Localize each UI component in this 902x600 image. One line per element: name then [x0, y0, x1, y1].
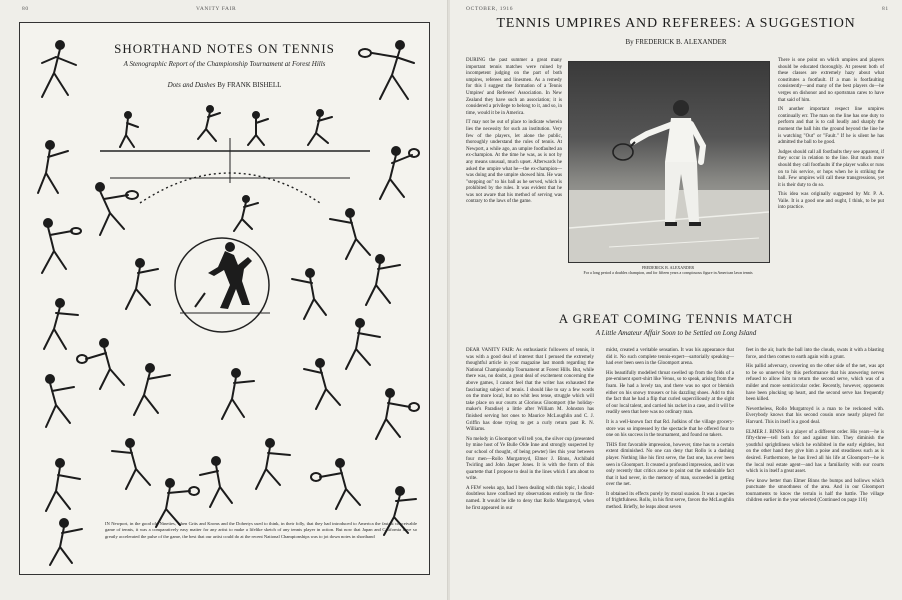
article1-para-5: Judges should call all footfaults they see apparent, if they occur in relation to the line. But much more should they call footfaults if the player walks or runs on to his service, or hops when he is striking the ball. Few umpires will call these transgressions, yet it is their duty to do so.: [778, 149, 884, 188]
article1-column-3: [778, 58, 884, 215]
article1-para-2: IT may not be out of place to indicate wherein lies the necessity for such an institution. Very few of the players, let alone the public, thoroughly understand the rules of tennis. At Newport, a while ago, an umpire footfaulted an ex-champion. At the time he was, as is not by any means unusual, much upset. Afterwards he asked the umpire what he—the ex-champion—was doing and the umpire showed him. He was "stepping on" to his ball as he served, which is prohibited by the rules. It was evident that he was not aware that his method of serving was contrary to the laws of the game.: [466, 120, 562, 205]
left-article-subtitle: A Stenographic Report of the Championship Tournament at Forest Hills: [123, 60, 326, 68]
article1-para-1: DURING the past summer a great many important tennis matches were ruined by incompetent judging on the part of both umpires, referees and linesmen. As a remedy for this I suggest the formation of a Tennis Umpires' and Referees' Association. In New Zealand they have such an association; it is considered a privilege to belong to it, and so, in time, would it be in America.: [466, 58, 562, 116]
article2-subtitle: A Little Amateur Affair Soon to be Settled on Long Island: [595, 329, 757, 337]
article-byline: By FREDERICK B. ALEXANDER: [625, 38, 727, 46]
article2-col2-para-4: THIS first favorable impression, however, time has to a certain extent diminished. No one can deny that Rollo is a dashing player. Nothing like his first serve, the fast one, has ever been seen in Gloomport. It created a profound impression, and it was only recently that critics arose to point out the undeniable fact that it had never, in the memory of man, succeeded in getting over the net.: [606, 442, 734, 488]
article2-col2-para-1: midst, created a veritable sensation. It was his appearance that did it. No such complete tennis-expert—sartorially speaking—had ever been seen in the Gloomport arena.: [606, 348, 734, 367]
article1-column-1: [466, 58, 562, 209]
illustration-caption: IN Newport, in the good old Nineties, when Grits and Kroms and the Dohertys used to think, in their folly, that they had introduced to America the fastest conceivable game of tennis, it was a comparatively easy matter for any artist to make a lifelike sketch of any tennis player in action. But now that Japan and California have so greatly accelerated the pulse of the game, the best that our artist could do at the recent National Championships was to jot down notes in shorthand: [105, 521, 417, 539]
article1-para-6: This idea was originally suggested by Mr. P. A. Vaile. It is a good one and ought, I think, to be put into practice.: [778, 192, 884, 211]
right-running-head: OCTOBER, 1916: [466, 6, 514, 12]
left-running-head: VANITY FAIR: [196, 6, 237, 12]
article2-col3-para-2: His pallid adversary, cowering on the other side of the net, was apt to be so unnerved by this performance that his answering nerves refused to allow him to return the second serve, which was of a milder and more semicircular order. Recently, however, opponents have been plucking up heart, and the second serve has frequently been killed.: [746, 364, 884, 403]
article2-col1-para-3: A FEW weeks ago, had I been dealing with this topic, I should doubtless have confined my observations entirely to the first-named. It would be idle to deny that Rollo Murgatroyd, when he first appeared in our: [466, 485, 594, 511]
article2-col1-para-1: DEAR VANITY FAIR: As enthusiastic followers of tennis, it was with a good deal of interest that I perused the extremely thoughtful article in your magazine last month regarding the National Championship Tournament at Forest Hills. But, while there was, no doubt, a great deal of excitement concerning the above games, I cannot feel that the writer has exhausted the fascinating subject of tennis. I should like to say a few words on the more local, but no whit less tense, struggle which will take place on our courts at Glorious Gloomport (the holiday-maker's Paradise) a little after William M. Johnston has finished serving hot ones to Maurice McLoughlin and C. J. Griffin has done trying to get a curly return past R. N. Williams.: [466, 348, 594, 433]
article2-col3-para-1: feet in the air, hurls the ball into the clouds, swats it with a blasting force, and then comes to earth again with a grunt.: [746, 348, 884, 360]
article1-para-3: There is one point on which umpires and players should be educated thoroughly. At present both of these classes are extremely hazy about what constitutes a footfault. If a man is footfaulting consistently—and many of the best players do—he verges on dishonor and no sportsman cares to have that said of him.: [778, 58, 884, 103]
photo-caption-name: FREDERICK B. ALEXANDER: [641, 265, 695, 270]
article2-col2-para-3: It is a well-known fact that Rd. Judkins of the village grocery-store was so impressed by the spectacle that he offered four to one on his success in the tournament, and found no takers.: [606, 419, 734, 439]
article2-column-2: [606, 348, 734, 515]
left-page: [0, 0, 448, 600]
left-article-title: SHORTHAND NOTES ON TENNIS: [114, 41, 335, 56]
article2-col1-para-2: No melody in Gloomport will tell you, the silver cup (presented by mine host of Ye Bulle Olde Inne and strongly suspected by our school of thought, of being pewter) lies this year between four men—Rollo Murgatroyd, Elmer J. Binns, Archibald Twirling and John Jasper Jones. It is with the form of this quartette that I propose to deal in the lines which I am about to write.: [466, 436, 594, 482]
tennis-player-figure: [569, 62, 769, 262]
photo-caption-text: For a long period a doubles champion, and for fifteen years a conspicuous figure in American lawn tennis: [583, 270, 753, 275]
photo-caption: [568, 265, 768, 275]
article-title: TENNIS UMPIRES AND REFEREES: A SUGGESTION: [496, 16, 856, 31]
article2-column-3: [746, 348, 884, 508]
article2-col3-para-3: Nevertheless, Rollo Murgatroyd is a man to be reckoned with. Everybody knows that his second cousin once nearly played for Harvard. This in itself is a good deal.: [746, 406, 884, 425]
article2-col2-para-2: His beautifully modelled throat swelled up from the folds of a pre-eminent sport-shirt like Venus, so to speak, arising from the foam. He had a lovely tan, and there was no spot or blemish either on his snowy trousers or his dazzling shoes. Add to this the fact that he had a flip that curled superciliously at the sight of our local talent, and carried his racket in a case, and it will be readily seen that here was no ordinary man.: [606, 370, 735, 416]
player-photo: [568, 61, 770, 263]
tennis-sketch-artwork: [20, 23, 429, 574]
article2-col3-para-5: Few know better than Elmer Binns the bumps and hollows which punctuate the smoothness of the area. And in our Gloomport tournaments to know the terrain is half the battle. The village children earlier in the year selected (Continued on page 116): [746, 478, 884, 504]
article2-column-1: [466, 348, 594, 515]
right-page-number: 81: [882, 6, 889, 12]
left-page-number: 80: [22, 6, 29, 12]
article1-para-4: IN another important respect line umpires continually err. The man on the line has one duty to perform and that is to call loudly and sharply the moment the ball hits the ground beyond the line he is watching "Out" or "Fault." If he is silent he has admitted the ball to be good.: [778, 107, 884, 146]
byline-author: By FRANK BISHELL: [217, 81, 282, 89]
article2-col2-para-5: It obtained its effects purely by moral suasion. It was a species of frightfulness. Rollo, in his first serve, favors the McLoughlin method. Briefly, he leaps about seven: [606, 491, 734, 511]
illustration-frame: [19, 22, 430, 575]
article2-title: A GREAT COMING TENNIS MATCH: [558, 311, 794, 326]
right-page: [450, 0, 902, 600]
article2-col3-para-4: ELMER J. BINNS is a player of a different order. His years—he is fifty-three—tell both for and against him. They diminish the youthful sprightliness which he exhibited in the early eighties, but on the other hand they give him a poise and steadiness such as is desired. Furthermore, he has lived all his life at Gloomport—he is the local real estate agent—and has a familiarity with our courts which is in itself a great asset.: [746, 429, 884, 475]
byline-lead: Dots and Dashes: [167, 81, 216, 89]
